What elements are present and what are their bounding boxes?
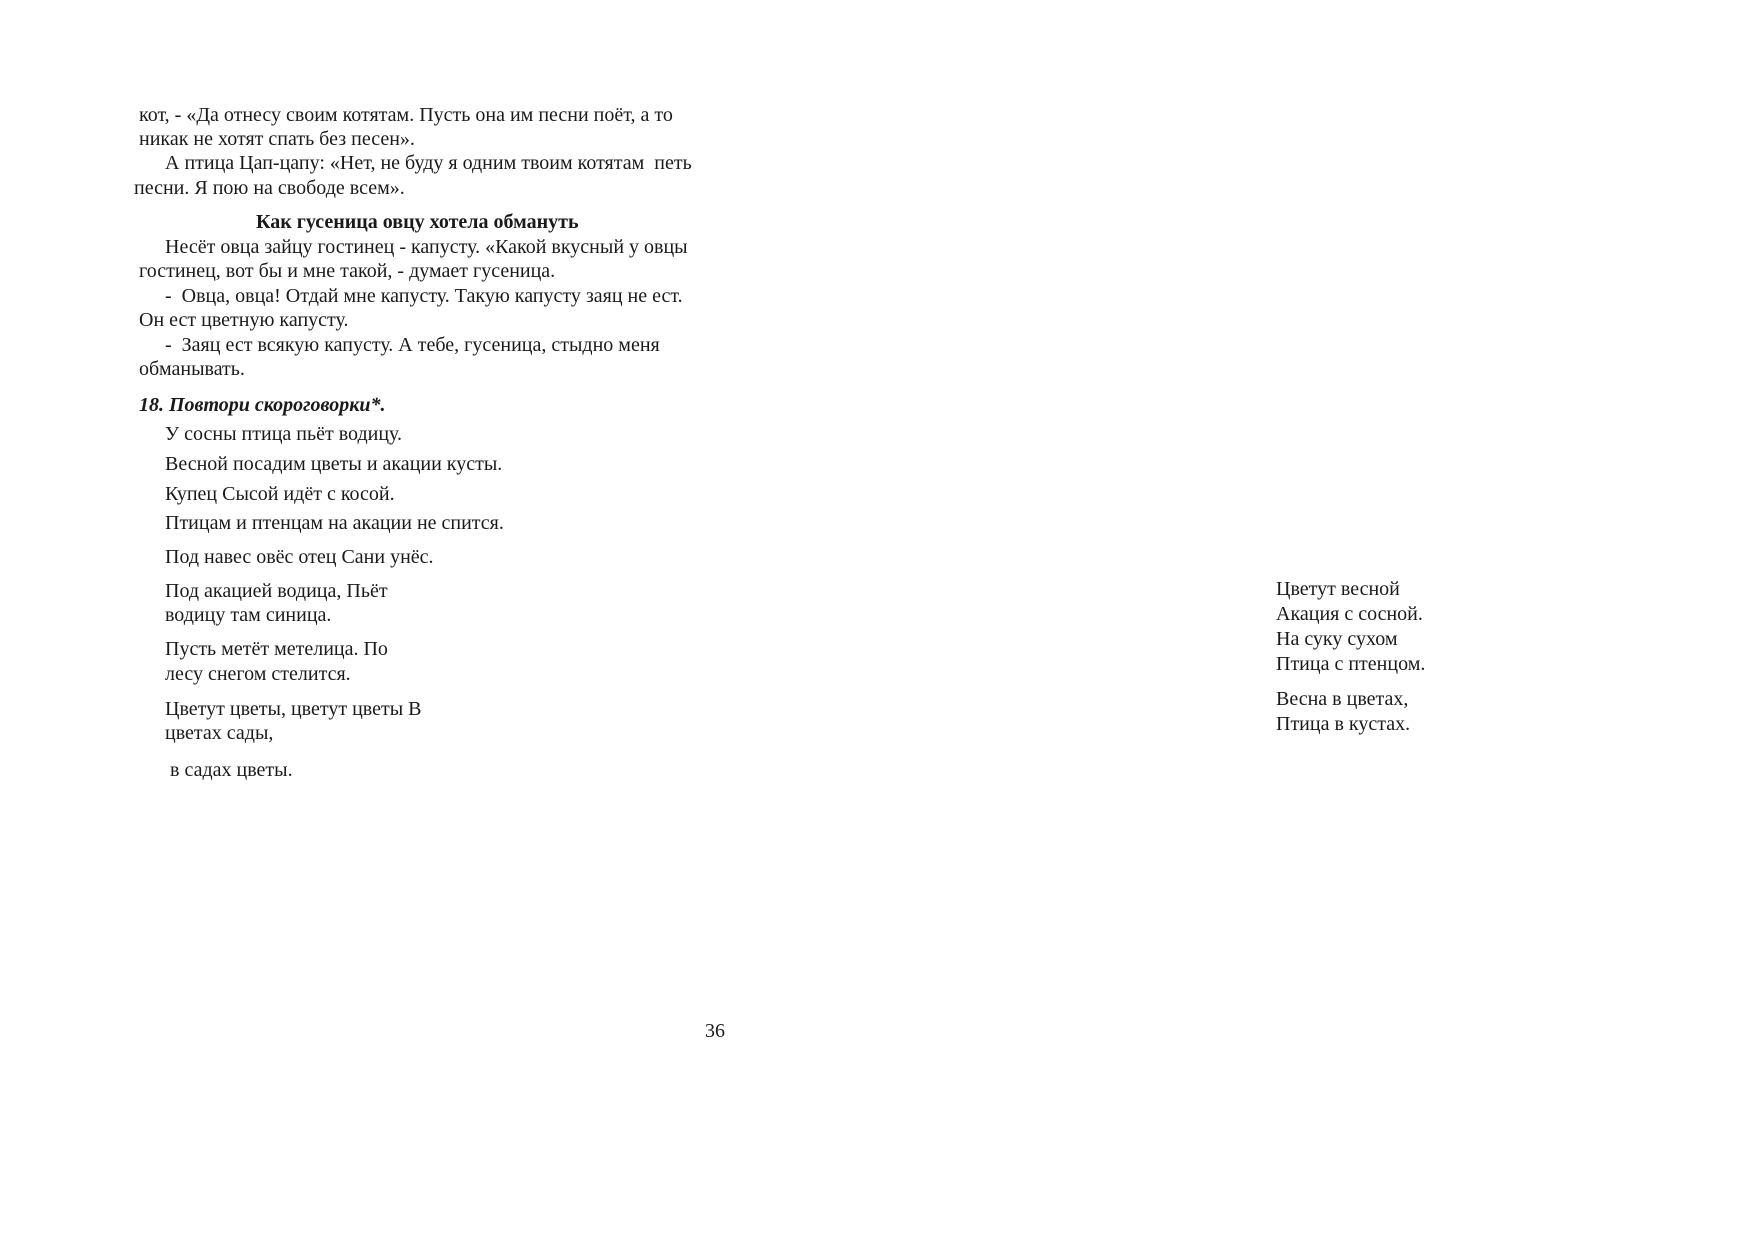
tongue-twister-line: водицу там синица. bbox=[165, 604, 332, 626]
tongue-twister-line: Птицам и птенцам на акации не спится. bbox=[165, 512, 504, 534]
text-line: никак не хотят спать без песен». bbox=[139, 128, 415, 150]
text-line: - Заяц ест всякую капусту. А тебе, гусеница, стыдно меня bbox=[165, 334, 660, 356]
text-line: Несёт овца зайцу гостинец - капусту. «Какой вкусный у овцы bbox=[165, 236, 688, 258]
rhyme-line: Весна в цветах, bbox=[1276, 688, 1409, 710]
tongue-twister-line: Весной посадим цветы и акации кусты. bbox=[165, 453, 503, 475]
tongue-twister-line: в садах цветы. bbox=[170, 759, 293, 781]
page-number: 36 bbox=[705, 1020, 725, 1042]
text-line: кот, - «Да отнесу своим котятам. Пусть она им песни поёт, а то bbox=[139, 104, 673, 126]
story-title: Как гусеница овцу хотела обмануть bbox=[256, 211, 579, 233]
tongue-twister-line: Купец Сысой идёт с косой. bbox=[165, 483, 395, 505]
rhyme-line: Цветут весной bbox=[1276, 578, 1400, 600]
tongue-twister-line: Под навес овёс отец Сани унёс. bbox=[165, 546, 434, 568]
text-line: обманывать. bbox=[139, 358, 245, 380]
text-line: - Овца, овца! Отдай мне капусту. Такую капусту заяц не ест. bbox=[165, 285, 683, 307]
rhyme-line: Птица в кустах. bbox=[1276, 713, 1411, 735]
tongue-twister-line: цветах сады, bbox=[165, 722, 274, 744]
text-line: песни. Я пою на свободе всем». bbox=[134, 177, 405, 199]
tongue-twister-line: Цветут цветы, цветут цветы В bbox=[165, 698, 422, 720]
tongue-twister-line: лесу снегом стелится. bbox=[165, 663, 351, 685]
rhyme-line: Птица с птенцом. bbox=[1276, 653, 1426, 675]
text-line: гостинец, вот бы и мне такой, - думает гусеница. bbox=[139, 260, 556, 282]
task-heading: 18. Повтори скороговорки*. bbox=[139, 394, 386, 416]
rhyme-line: Акация с сосной. bbox=[1276, 603, 1423, 625]
tongue-twister-line: Под акацией водица, Пьёт bbox=[165, 580, 388, 602]
rhyme-line: На суку сухом bbox=[1276, 628, 1398, 650]
text-line: Он ест цветную капусту. bbox=[139, 309, 349, 331]
text-line: А птица Цап-цапу: «Нет, не буду я одним твоим котятам петь bbox=[165, 152, 692, 174]
tongue-twister-line: У сосны птица пьёт водицу. bbox=[165, 423, 403, 445]
tongue-twister-line: Пусть метёт метелица. По bbox=[165, 638, 388, 660]
